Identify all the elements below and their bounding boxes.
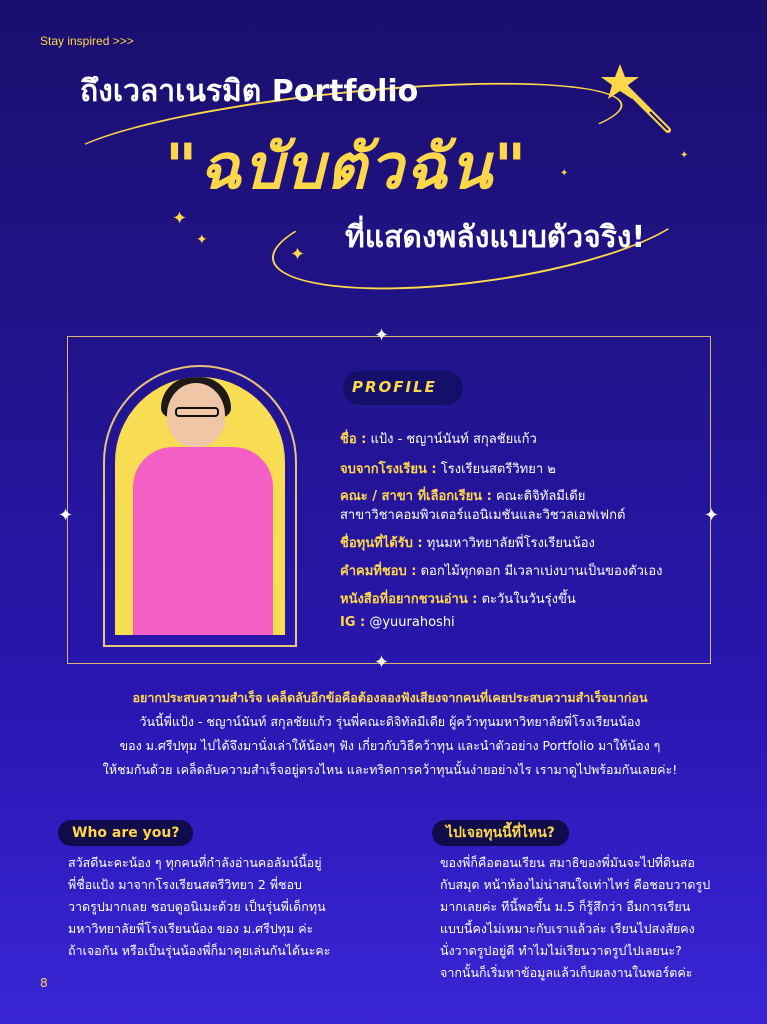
portrait-glasses	[175, 407, 219, 417]
profile-row-name: ชื่อ : แป้ง - ชญาน์นันท์ สกุลชัยแก้ว	[340, 432, 537, 447]
profile-row-major: สาขาวิชาคอมพิวเตอร์แอนิเมชันและวิชวลเอฟเฟกต์	[340, 508, 626, 523]
intro-line: ของ ม.ศรีปทุม ไปได้จึงมานั่งเล่าให้น้องๆ ฟัง เกี่ยวกับวิธีคว้าทุน และนำตัวอย่าง Portfolio มาให้น้อง ๆ	[119, 738, 661, 753]
left-column-text	[68, 852, 388, 962]
sparkle-icon: ✦	[172, 208, 188, 229]
intro-line: วันนี้พี่แป้ง - ชญาน์นันท์ สกุลชัยแก้ว รุ่นพี่คณะดิจิทัลมีเดีย ผู้คว้าทุนมหาวิทยาลัยพี่โรงเรียนน้อง	[139, 714, 641, 729]
page-number: 8	[40, 976, 48, 990]
paragraph-line: ของพี่ก็คือตอนเรียน สมาธิของพี่มันจะไปที่ดินสอ	[440, 855, 695, 870]
sparkle-icon: ✦	[196, 232, 208, 248]
paragraph-line: นั่งวาดรูปอยู่ดี ทำไมไม่เรียนวาดรูปไปเลยนะ?	[440, 943, 682, 958]
portrait-photo	[115, 377, 285, 635]
title-line-1: ถึงเวลาเนรมิต Portfolio	[80, 74, 419, 109]
section-heading-where-found: ไปเจอทุนนี้ที่ไหน?	[432, 820, 569, 846]
paragraph-line: วาดรูปมากเลย ชอบดูอนิเมะด้วย เป็นรุ่นพี่เด็กทุน	[68, 899, 326, 914]
intro-paragraph	[70, 686, 710, 782]
paragraph-line: แบบนี้คงไม่เหมาะกับเราแล้วล่ะ เรียนไปสงสัยคง	[440, 921, 695, 936]
paragraph-line: มหาวิทยาลัยพี่โรงเรียนน้อง ของ ม.ศรีปทุม ค่ะ	[68, 921, 314, 936]
paragraph-line: พี่ชื่อแป้ง มาจากโรงเรียนสตรีวิทยา 2 พี่ชอบ	[68, 877, 302, 892]
sparkle-icon: ✦	[680, 150, 689, 161]
sparkle-icon: ✦	[374, 652, 390, 673]
profile-label: PROFILE	[352, 378, 437, 396]
profile-row-scholarship: ชื่อทุนที่ได้รับ : ทุนมหาวิทยาลัยพี่โรงเรียนน้อง	[340, 536, 595, 551]
sparkle-icon: ✦	[290, 244, 306, 265]
sparkle-icon: ✦	[704, 505, 720, 526]
intro-headline: อยากประสบความสำเร็จ เคล็ดลับอีกข้อคือต้องลองฟังเสียงจากคนที่เคยประสบความสำเร็จมาก่อน	[132, 690, 648, 705]
profile-row-book: หนังสือที่อยากชวนอ่าน : ตะวันในวันรุ่งขึ้น	[340, 592, 576, 607]
section-heading-who-are-you: Who are you?	[58, 820, 193, 846]
paragraph-line: สวัสดีนะคะน้อง ๆ ทุกคนที่กำลังอ่านคอลัมน์นี้อยู่	[68, 855, 322, 870]
title-line-2: "ฉบับตัวฉัน"	[165, 130, 529, 203]
profile-row-faculty: คณะ / สาขา ที่เลือกเรียน : คณะดิจิทัลมีเดีย	[340, 489, 586, 504]
profile-row-school: จบจากโรงเรียน : โรงเรียนสตรีวิทยา ๒	[340, 462, 556, 477]
sparkle-icon: ✦	[374, 325, 390, 346]
portrait-arch	[103, 365, 297, 647]
magic-wand-icon	[600, 62, 680, 142]
paragraph-line: ถ้าเจอกัน หรือเป็นรุ่นน้องพี่ก็มาคุยเล่นกันได้นะคะ	[68, 943, 331, 958]
profile-row-quote: คำคมที่ชอบ : ดอกไม้ทุกดอก มีเวลาเบ่งบานเป็นของตัวเอง	[340, 564, 663, 579]
paragraph-line: มากเลยค่ะ ทีนี้พอขึ้น ม.5 ก็รู้สึกว่า อืมการเรียน	[440, 899, 691, 914]
portrait-shirt	[133, 447, 273, 635]
intro-line: ให้ชมกันด้วย เคล็ดลับความสำเร็จอยู่ตรงไหน และทริคการคว้าทุนนั้นง่ายอย่างไร เรามาดูไปพร้อมกันเลยค่ะ!	[102, 762, 678, 777]
paragraph-line: กับสมุด หน้าห้องไม่น่าสนใจเท่าไหร่ คือชอบวาดรูป	[440, 877, 711, 892]
profile-row-instagram: IG : @yuurahoshi	[340, 615, 455, 630]
sparkle-icon: ✦	[560, 168, 569, 179]
kicker-text: Stay inspired >>>	[40, 34, 134, 48]
right-column-text	[440, 852, 740, 984]
title-line-3: ที่แสดงพลังแบบตัวจริง!	[345, 220, 646, 255]
paragraph-line: จากนั้นก็เริ่มหาข้อมูลแล้วเก็บผลงานในพอร์ตค่ะ	[440, 965, 693, 980]
sparkle-icon: ✦	[58, 505, 74, 526]
